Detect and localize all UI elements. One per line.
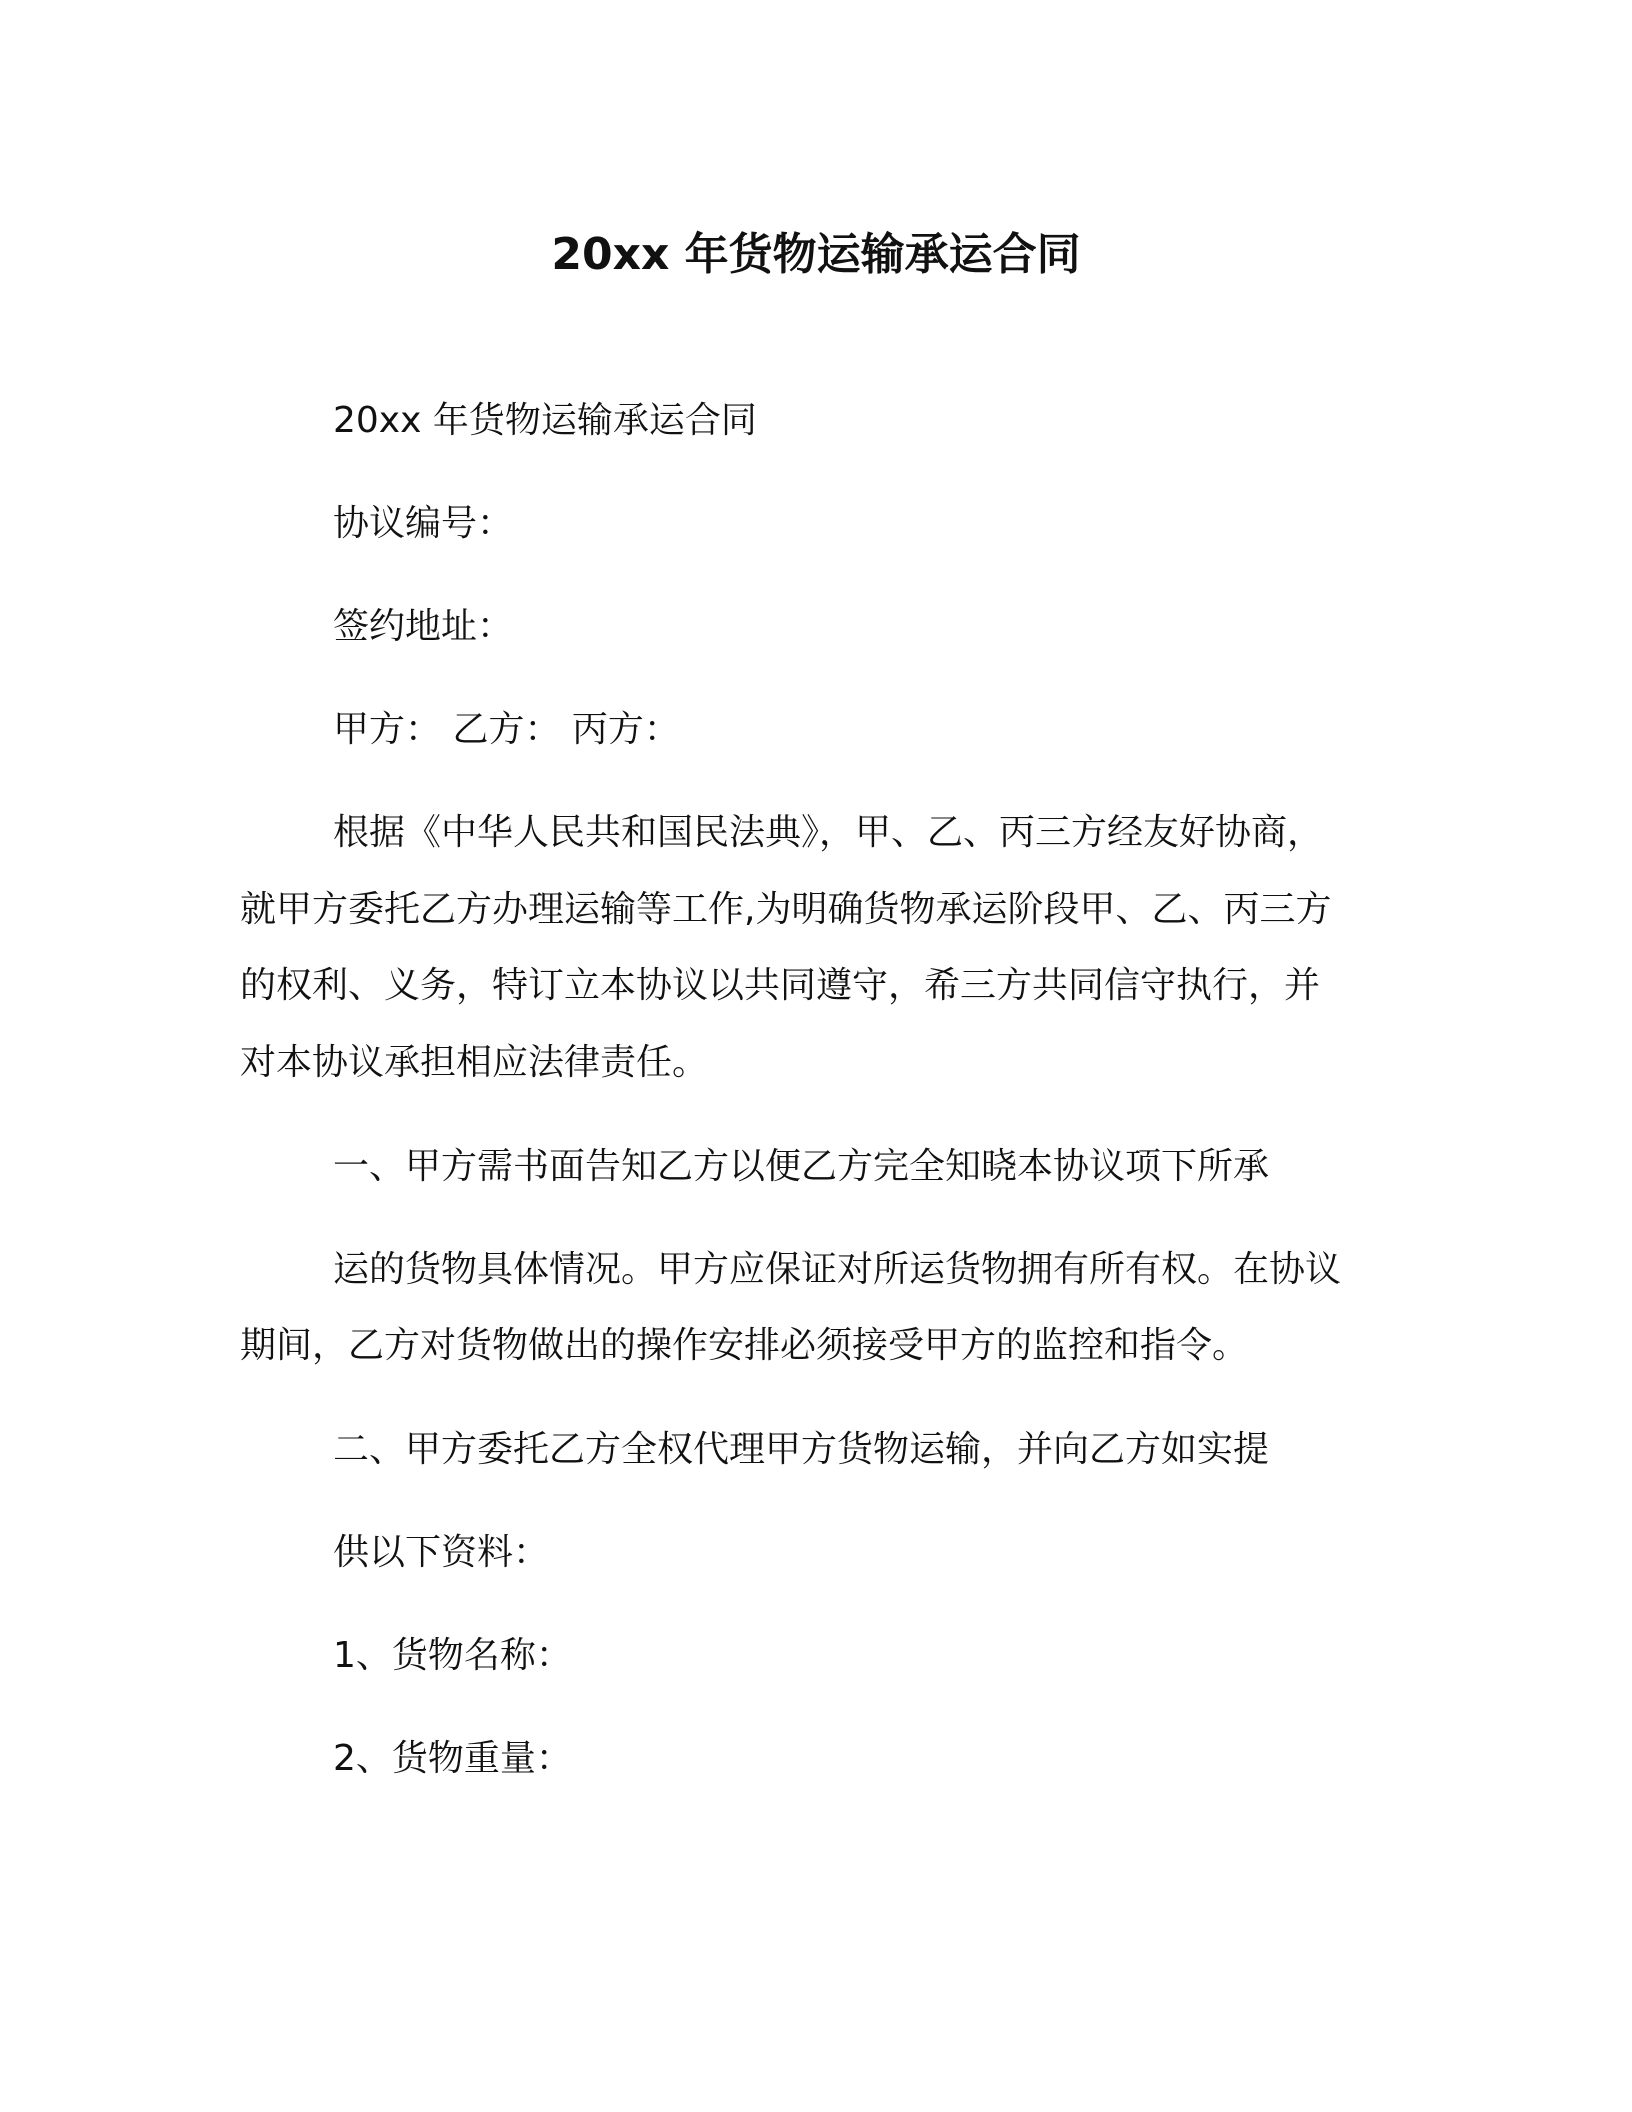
document-title: 20xx 年货物运输承运合同 (551, 229, 1081, 280)
contract-subtitle: 20xx 年货物运输承运合同 (333, 400, 757, 441)
preamble-line: 的权利、义务，特订立本协议以共同遵守，希三方共同信守执行，并 (240, 965, 1321, 1006)
preamble-line: 根据《中华人民共和国民法典》，甲、乙、丙三方经友好协商， (333, 812, 1324, 853)
clause-1-line: 期间，乙方对货物做出的操作安排必须接受甲方的监控和指令。 (240, 1325, 1249, 1366)
sign-address-label: 签约地址： (333, 606, 514, 647)
preamble-line: 就甲方委托乙方办理运输等工作,为明确货物承运阶段甲、乙、丙三方 (240, 889, 1332, 930)
cargo-name-item: 1、货物名称： (333, 1635, 572, 1676)
agreement-number-label: 协议编号： (333, 503, 514, 544)
clause-2-line: 供以下资料： (333, 1532, 550, 1573)
clause-1-heading: 一、甲方需书面告知乙方以便乙方完全知晓本协议项下所承 (333, 1146, 1270, 1187)
cargo-weight-item: 2、货物重量： (333, 1738, 572, 1779)
preamble-line: 对本协议承担相应法律责任。 (240, 1042, 709, 1083)
clause-2-heading: 二、甲方委托乙方全权代理甲方货物运输，并向乙方如实提 (333, 1429, 1270, 1470)
clause-1-line: 运的货物具体情况。甲方应保证对所运货物拥有所有权。在协议 (333, 1249, 1342, 1290)
parties-line: 甲方： 乙方： 丙方： (333, 709, 680, 750)
